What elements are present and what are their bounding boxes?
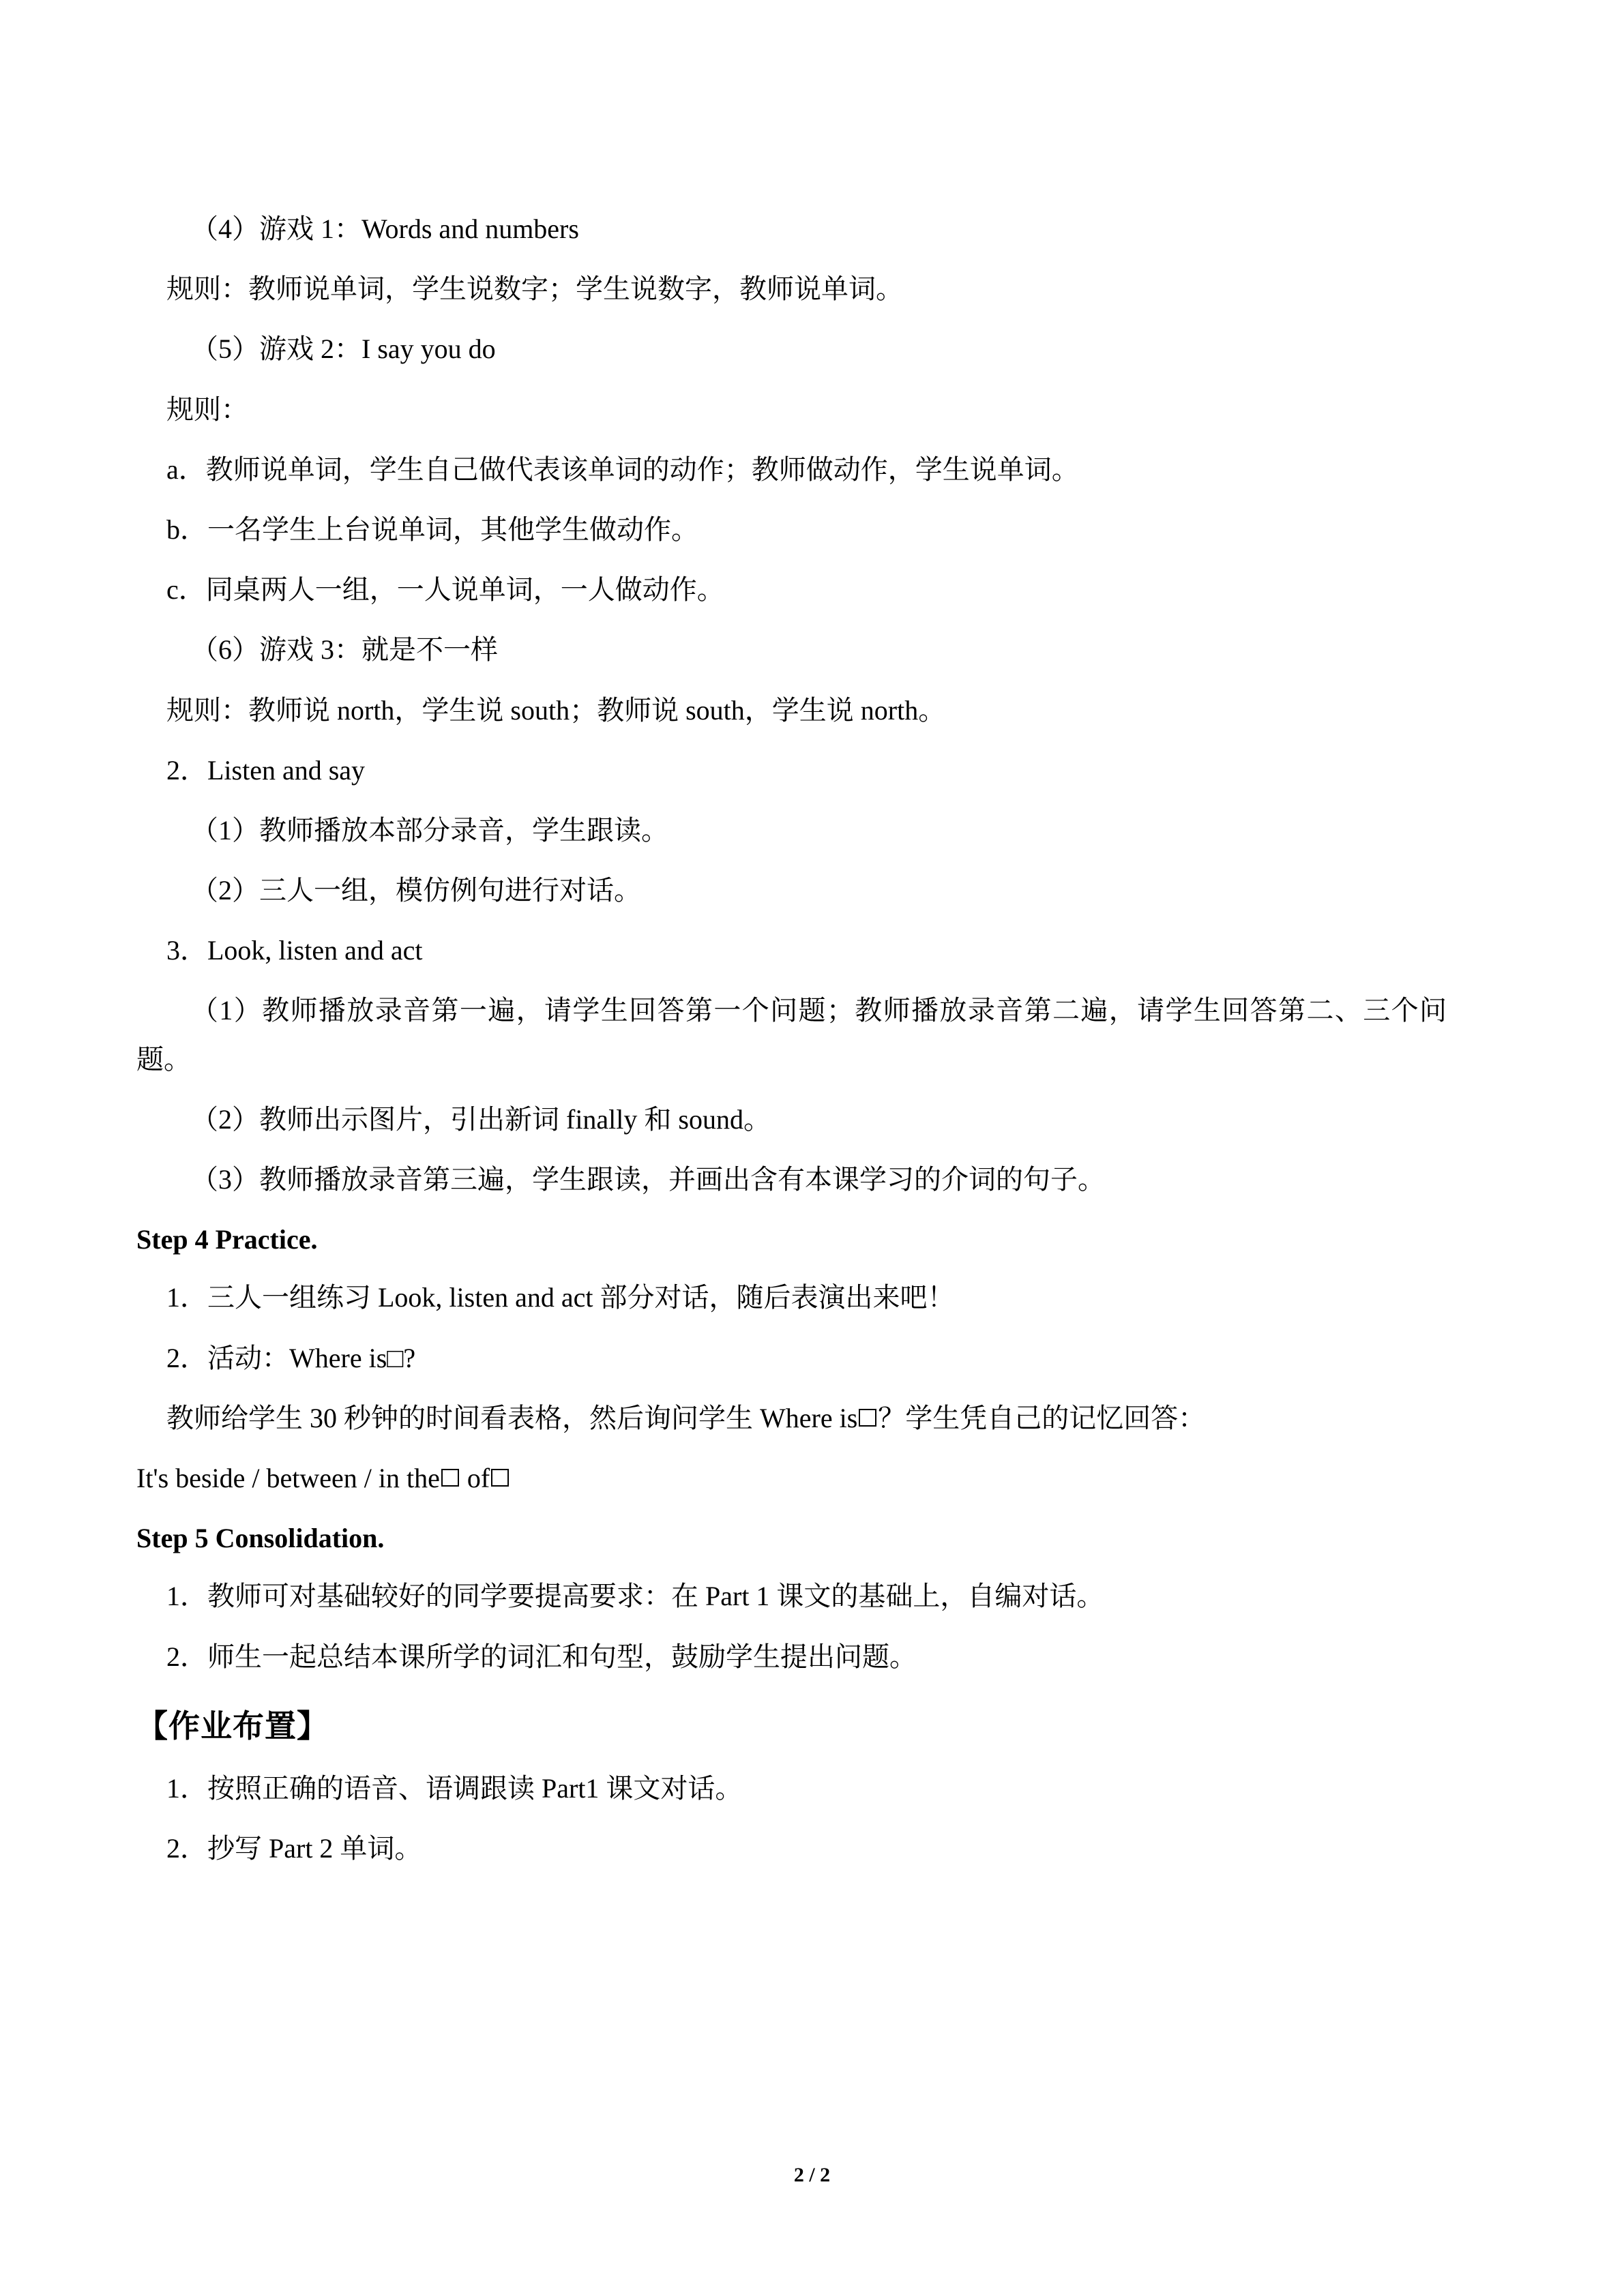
blank-box-icon — [491, 1469, 509, 1487]
blank-box-icon — [441, 1469, 459, 1487]
page-footer: 2 / 2 — [793, 2164, 831, 2186]
heading-step-4: Step 4 Practice. — [136, 1224, 318, 1255]
paragraph-game2-rule-b: b．一名学生上台说单词，其他学生做动作。 — [166, 513, 698, 545]
paragraph-step4-item-1: 1．三人一组练习 Look, listen and act 部分对话，随后表演出来吧！ — [166, 1282, 955, 1313]
document-body — [136, 205, 1447, 1873]
paragraph-look-listen-act-2: （2）教师出示图片，引出新词 finally 和 sound。 — [191, 1103, 771, 1135]
paragraph-step4-activity-line-1 — [136, 1394, 1447, 1442]
heading-step-5: Step 5 Consolidation. — [136, 1523, 385, 1554]
paragraph-step5-item-2: 2．师生一起总结本课所学的词汇和句型，鼓励学生提出问题。 — [166, 1641, 917, 1672]
paragraph-step4-item-2-text: 2．活动：Where is□? — [166, 1342, 416, 1373]
paragraph-game2-rule-a: a．教师说单词，学生自己做代表该单词的动作；教师做动作，学生说单词。 — [166, 453, 1079, 485]
paragraph-look-listen-act-3: （3）教师播放录音第三遍，学生跟读，并画出含有本课学习的介词的句子。 — [191, 1164, 1105, 1195]
activity-line2-middle: of — [467, 1462, 490, 1493]
paragraph-listen-and-say-2: （2）三人一组，模仿例句进行对话。 — [191, 875, 641, 906]
paragraph-game3-rule: 规则：教师说 north，学生说 south；教师说 south，学生说 north。 — [166, 694, 946, 726]
paragraph-homework-item-2: 2．抄写 Part 2 单词。 — [166, 1832, 422, 1864]
paragraph-look-listen-and-act: 3．Look, listen and act — [166, 935, 423, 966]
paragraph-step5-item-1: 1．教师可对基础较好的同学要提高要求：在 Part 1 课文的基础上，自编对话。 — [166, 1581, 1104, 1612]
paragraph-look-listen-act-1: （1）教师播放录音第一遍，请学生回答第一个问题；教师播放录音第二遍，请学生回答第二、三个问题。 — [136, 995, 1447, 1075]
activity-line1-suffix: ？学生凭自己的记忆回答： — [878, 1402, 1206, 1433]
paragraph-homework-item-1: 1．按照正确的语音、语调跟读 Part1 课文对话。 — [166, 1772, 743, 1804]
paragraph-step4-activity-line-2 — [136, 1454, 1447, 1502]
paragraph-listen-and-say: 2．Listen and say — [166, 754, 366, 786]
paragraph-game2-rule-c: c．同桌两人一组，一人说单词，一人做动作。 — [166, 574, 724, 606]
paragraph-game1-title: （4）游戏 1：Words and numbers — [191, 213, 579, 244]
paragraph-game2-title: （5）游戏 2：I say you do — [191, 333, 496, 365]
paragraph-game1-rule: 规则：教师说单词，学生说数字；学生说数字，教师说单词。 — [166, 273, 903, 305]
heading-homework: 【作业布置】 — [136, 1708, 329, 1744]
paragraph-step4-item-2 — [136, 1334, 1447, 1382]
paragraph-game3-title: （6）游戏 3：就是不一样 — [191, 634, 498, 666]
blank-box-icon — [859, 1409, 876, 1427]
activity-line1-prefix: 教师给学生 30 秒钟的时间看表格，然后询问学生 Where is — [166, 1402, 858, 1433]
paragraph-game2-rule: 规则： — [166, 393, 248, 425]
activity-line2-prefix: It's beside / between / in the — [136, 1462, 440, 1493]
paragraph-listen-and-say-1: （1）教师播放本部分录音，学生跟读。 — [191, 814, 668, 846]
